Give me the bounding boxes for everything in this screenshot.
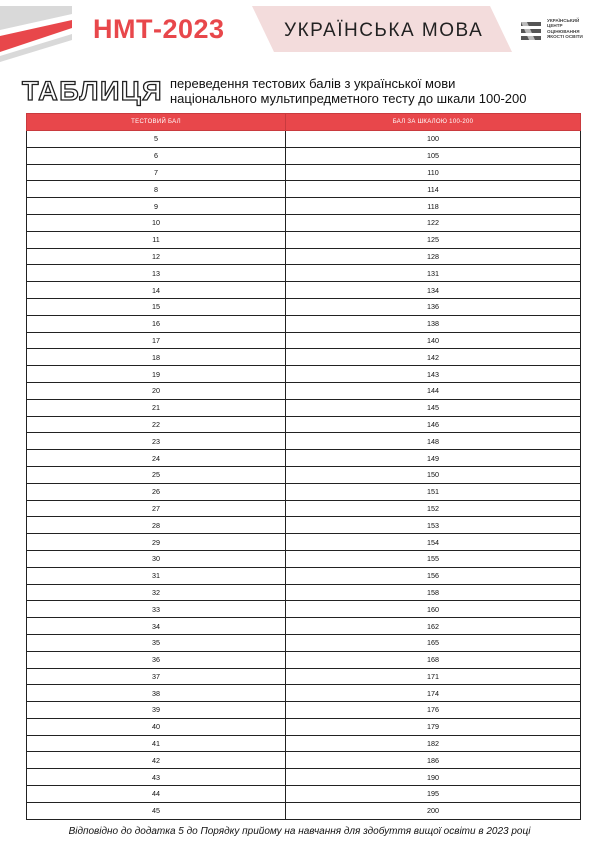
test-score-cell: 14 — [27, 282, 286, 299]
test-score-cell: 22 — [27, 416, 286, 433]
test-score-cell: 40 — [27, 718, 286, 735]
test-score-cell: 30 — [27, 550, 286, 567]
test-score-cell: 31 — [27, 567, 286, 584]
test-score-cell: 20 — [27, 382, 286, 399]
scale-score-cell: 151 — [286, 483, 581, 500]
test-score-cell: 36 — [27, 651, 286, 668]
scale-score-cell: 182 — [286, 735, 581, 752]
table-row — [27, 685, 581, 702]
table-row — [27, 366, 581, 383]
table-row — [27, 668, 581, 685]
table-row — [27, 735, 581, 752]
test-score-cell: 6 — [27, 147, 286, 164]
scale-score-cell: 136 — [286, 298, 581, 315]
scale-score-cell: 186 — [286, 752, 581, 769]
table-row — [27, 769, 581, 786]
scale-score-cell: 174 — [286, 685, 581, 702]
title-line-2: національного мультипредметного тесту до шкали 100-200 — [170, 91, 527, 106]
scale-score-cell: 162 — [286, 618, 581, 635]
title-description — [170, 76, 526, 106]
decorative-stripes — [0, 0, 80, 62]
test-score-cell: 39 — [27, 702, 286, 719]
scale-score-cell: 142 — [286, 349, 581, 366]
test-score-cell: 9 — [27, 198, 286, 215]
scale-score-cell: 195 — [286, 786, 581, 803]
scale-score-cell: 154 — [286, 534, 581, 551]
table-row — [27, 618, 581, 635]
table-row — [27, 802, 581, 819]
scale-score-cell: 128 — [286, 248, 581, 265]
test-score-cell: 12 — [27, 248, 286, 265]
table-row — [27, 265, 581, 282]
scale-score-cell: 114 — [286, 181, 581, 198]
title-word: ТАБЛИЦЯ — [22, 76, 164, 106]
table-row — [27, 651, 581, 668]
test-score-cell: 18 — [27, 349, 286, 366]
table-row — [27, 567, 581, 584]
table-row — [27, 517, 581, 534]
table-row — [27, 786, 581, 803]
subject-banner — [252, 6, 512, 52]
test-score-cell: 27 — [27, 500, 286, 517]
test-score-cell: 13 — [27, 265, 286, 282]
logo-text: УКРАЇНСЬКИЙ ЦЕНТР ОЦІНЮВАННЯ ЯКОСТІ ОСВІТИ — [547, 18, 583, 40]
test-score-cell: 33 — [27, 601, 286, 618]
table-row — [27, 718, 581, 735]
scale-score-cell: 138 — [286, 315, 581, 332]
table-row — [27, 702, 581, 719]
table-row — [27, 231, 581, 248]
table-row — [27, 147, 581, 164]
table-row — [27, 315, 581, 332]
scale-score-cell: 118 — [286, 198, 581, 215]
scale-score-cell: 100 — [286, 131, 581, 148]
test-score-cell: 37 — [27, 668, 286, 685]
test-score-cell: 32 — [27, 584, 286, 601]
subject-title: УКРАЇНСЬКА МОВА — [284, 20, 484, 41]
test-score-cell: 10 — [27, 214, 286, 231]
scale-score-cell: 105 — [286, 147, 581, 164]
scale-score-cell: 149 — [286, 450, 581, 467]
scale-score-cell: 190 — [286, 769, 581, 786]
scale-score-cell: 153 — [286, 517, 581, 534]
scale-score-cell: 125 — [286, 231, 581, 248]
scale-score-cell: 144 — [286, 382, 581, 399]
test-score-cell: 15 — [27, 298, 286, 315]
scale-score-cell: 171 — [286, 668, 581, 685]
table-row — [27, 164, 581, 181]
test-score-cell: 43 — [27, 769, 286, 786]
table-row — [27, 248, 581, 265]
test-score-cell: 45 — [27, 802, 286, 819]
table-row — [27, 450, 581, 467]
scale-score-cell: 148 — [286, 433, 581, 450]
table-row — [27, 198, 581, 215]
logo-icon — [521, 20, 543, 42]
table-row — [27, 483, 581, 500]
scale-score-cell: 122 — [286, 214, 581, 231]
table-row — [27, 584, 581, 601]
table-row — [27, 634, 581, 651]
test-score-cell: 25 — [27, 466, 286, 483]
title-line-1: переведення тестових балів з української мови — [170, 76, 456, 91]
footnote: Відповідно до додатка 5 до Порядку прийому на навчання для здобуття вищої освіти в 2023 році — [68, 826, 531, 837]
test-score-cell: 5 — [27, 131, 286, 148]
test-score-cell: 21 — [27, 399, 286, 416]
table-row — [27, 181, 581, 198]
brand-title: НМТ-2023 — [93, 14, 225, 44]
table-row — [27, 466, 581, 483]
scale-score-cell: 179 — [286, 718, 581, 735]
table-row — [27, 399, 581, 416]
scale-score-cell: 134 — [286, 282, 581, 299]
scale-score-cell: 176 — [286, 702, 581, 719]
scale-score-cell: 110 — [286, 164, 581, 181]
scale-score-cell: 160 — [286, 601, 581, 618]
test-score-cell: 41 — [27, 735, 286, 752]
test-score-cell: 34 — [27, 618, 286, 635]
table-row — [27, 349, 581, 366]
test-score-cell: 8 — [27, 181, 286, 198]
table-row — [27, 534, 581, 551]
scale-score-cell: 156 — [286, 567, 581, 584]
test-score-cell: 38 — [27, 685, 286, 702]
scale-score-cell: 158 — [286, 584, 581, 601]
table-row — [27, 500, 581, 517]
table-row — [27, 298, 581, 315]
table-body — [27, 131, 581, 820]
table-row — [27, 601, 581, 618]
table-row — [27, 416, 581, 433]
header-scale-score: БАЛ ЗА ШКАЛОЮ 100-200 — [286, 114, 581, 131]
scale-score-cell: 145 — [286, 399, 581, 416]
table-row — [27, 550, 581, 567]
test-score-cell: 17 — [27, 332, 286, 349]
scale-score-cell: 168 — [286, 651, 581, 668]
table-header-row — [27, 114, 581, 131]
header-test-score: ТЕСТОВИЙ БАЛ — [27, 114, 286, 131]
scale-score-cell: 140 — [286, 332, 581, 349]
ucoyo-logo — [521, 18, 599, 46]
test-score-cell: 24 — [27, 450, 286, 467]
test-score-cell: 44 — [27, 786, 286, 803]
test-score-cell: 23 — [27, 433, 286, 450]
scale-score-cell: 155 — [286, 550, 581, 567]
scale-score-cell: 150 — [286, 466, 581, 483]
test-score-cell: 28 — [27, 517, 286, 534]
scale-score-cell: 146 — [286, 416, 581, 433]
table-row — [27, 214, 581, 231]
test-score-cell: 16 — [27, 315, 286, 332]
scale-score-cell: 200 — [286, 802, 581, 819]
scale-score-cell: 165 — [286, 634, 581, 651]
test-score-cell: 19 — [27, 366, 286, 383]
scale-score-cell: 131 — [286, 265, 581, 282]
table-row — [27, 131, 581, 148]
table-row — [27, 433, 581, 450]
scale-score-cell: 143 — [286, 366, 581, 383]
scale-score-cell: 152 — [286, 500, 581, 517]
conversion-table — [26, 113, 581, 820]
test-score-cell: 26 — [27, 483, 286, 500]
table-row — [27, 332, 581, 349]
page-header — [0, 0, 599, 62]
test-score-cell: 11 — [27, 231, 286, 248]
table-row — [27, 752, 581, 769]
test-score-cell: 7 — [27, 164, 286, 181]
table-row — [27, 382, 581, 399]
test-score-cell: 29 — [27, 534, 286, 551]
test-score-cell: 42 — [27, 752, 286, 769]
table-row — [27, 282, 581, 299]
test-score-cell: 35 — [27, 634, 286, 651]
